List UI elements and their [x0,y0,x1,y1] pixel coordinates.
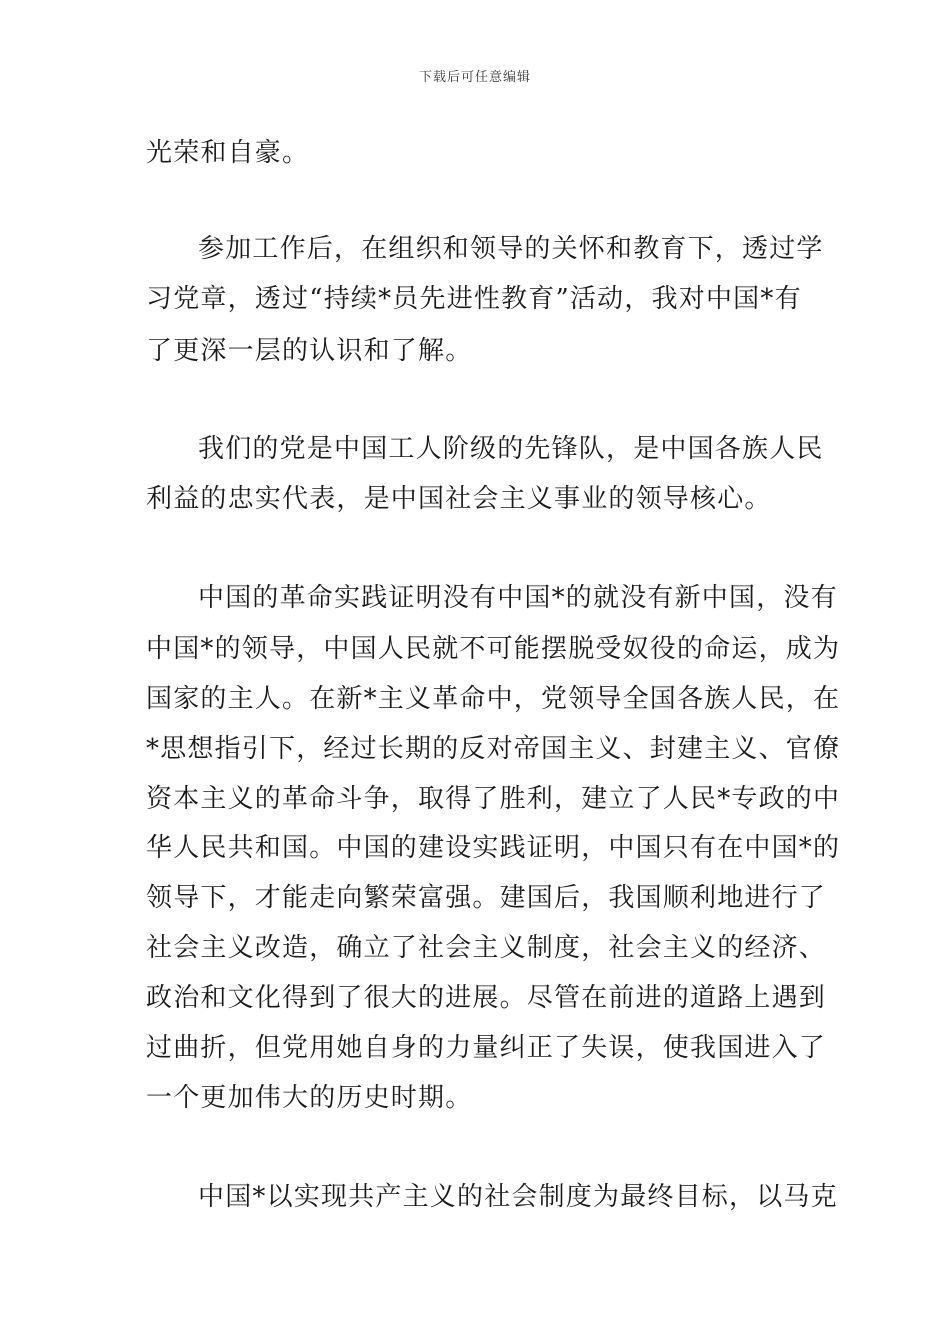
text-line: 政治和文化得到了很大的进展。尽管在前进的道路上遇到 [146,983,827,1013]
text-line: 华人民共和国。中国的建设实践证明，中国只有在中国*的 [146,833,841,863]
text-line: 参加工作后，在组织和领导的关怀和教育下，透过学 [198,234,824,264]
text-line: 过曲折，但党用她自身的力量纠正了失误，使我国进入了 [146,1033,827,1063]
text-line: *思想指引下，经过长期的反对帝国主义、封建主义、官僚 [146,734,841,764]
text-line: 领导下，才能走向繁荣富强。建国后，我国顺利地进行了 [146,883,827,913]
text-line: 中国的革命实践证明没有中国*的就没有新中国，没有 [198,583,838,613]
text-line: 我们的党是中国工人阶级的先锋队，是中国各族人民 [198,434,824,464]
text-line: 一个更加伟大的历史时期。 [146,1083,473,1113]
text-line: 习党章，透过“持续*员先进性教育”活动，我对中国*有 [146,284,802,314]
page-header: 下载后可任意编辑 [418,70,531,85]
text-line: 了更深一层的认识和了解。 [146,336,473,366]
text-line: 中国*的领导，中国人民就不可能摆脱受奴役的命运，成为 [146,634,841,664]
text-line: 利益的忠实代表，是中国社会主义事业的领导核心。 [146,484,772,514]
text-line: 光荣和自豪。 [146,138,310,168]
text-line: 资本主义的革命斗争，取得了胜利，建立了人民*专政的中 [146,784,841,814]
text-line: 社会主义改造，确立了社会主义制度，社会主义的经济、 [146,933,827,963]
text-line: 国家的主人。在新*主义革命中，党领导全国各族人民，在 [146,684,841,714]
text-line: 中国*以实现共产主义的社会制度为最终目标，以马克 [198,1182,838,1212]
